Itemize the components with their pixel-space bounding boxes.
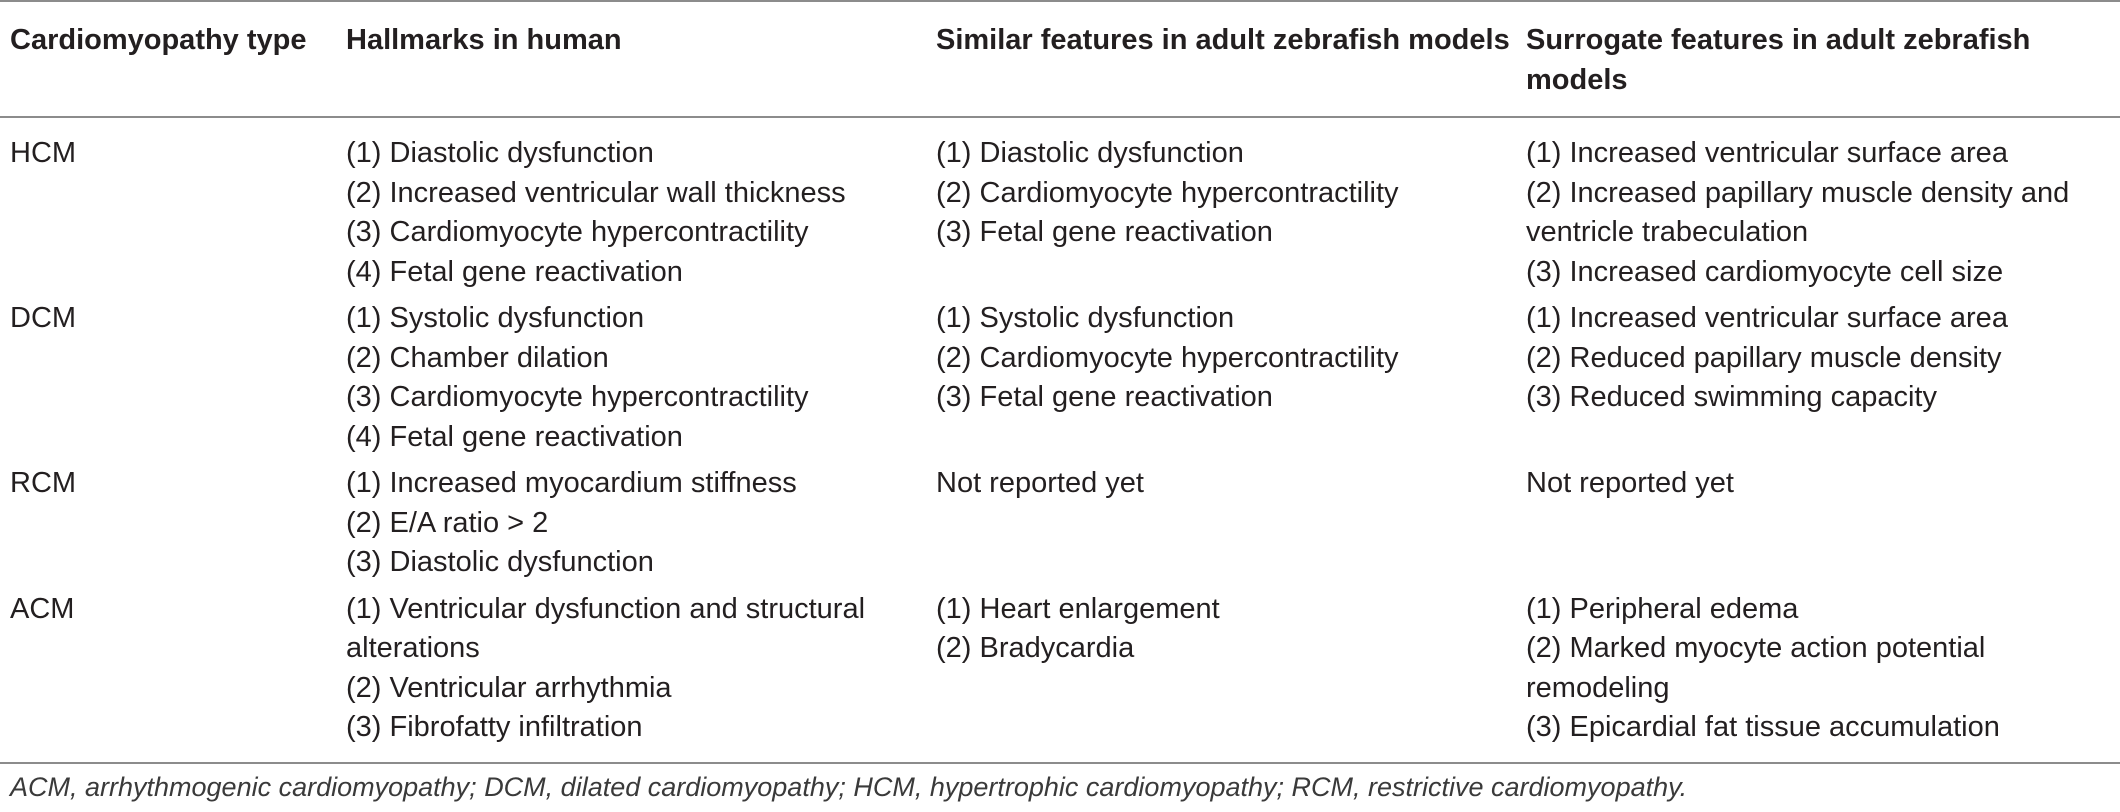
list-item: Not reported yet — [1526, 467, 1734, 499]
cell-human-hallmarks — [346, 586, 936, 763]
list-item: (2) E/A ratio > 2 — [346, 506, 549, 539]
header-hallmarks-in-human: Hallmarks in human — [346, 24, 622, 56]
cell-similar-features — [936, 117, 1526, 295]
header-surrogate-features: Surrogate features in adult zebrafish models — [1526, 24, 2031, 96]
list-item: (1) Increased ventricular surface area — [1526, 302, 2008, 334]
list-item: (3) Cardiomyocyte hypercontractility — [346, 381, 809, 413]
list-item: (4) Fetal gene reactivation — [346, 420, 683, 453]
cell-similar-features — [936, 295, 1526, 460]
list-item: (2) Chamber dilation — [346, 341, 609, 374]
header-row — [0, 1, 2120, 117]
list-item: (1) Diastolic dysfunction — [936, 137, 1244, 169]
list-item: (2) Cardiomyocyte hypercontractility — [936, 176, 1399, 209]
cell-surrogate-features — [1526, 586, 2120, 763]
list-item: (2) Cardiomyocyte hypercontractility — [936, 341, 1399, 374]
list-item: (2) Reduced papillary muscle density — [1526, 341, 2002, 374]
list-item: (1) Peripheral edema — [1526, 592, 1799, 625]
list-item: (3) Epicardial fat tissue accumulation — [1526, 711, 2000, 743]
cell-type: RCM — [10, 467, 77, 499]
header-similar-features: Similar features in adult zebrafish models — [936, 24, 1510, 56]
list-item: (1) Systolic dysfunction — [936, 302, 1235, 334]
list-item: (2) Ventricular arrhythmia — [346, 671, 672, 704]
list-item: (3) Fetal gene reactivation — [936, 216, 1273, 248]
list-item: Not reported yet — [936, 467, 1144, 499]
list-item: (1) Heart enlargement — [936, 592, 1220, 625]
cell-surrogate-features — [1526, 117, 2120, 295]
cell-type: ACM — [10, 592, 75, 625]
cell-surrogate-features — [1526, 460, 2120, 586]
list-item: (1) Systolic dysfunction — [346, 302, 645, 334]
list-item: (3) Increased cardiomyocyte cell size — [1526, 255, 2004, 288]
table-row-hcm — [0, 117, 2120, 295]
cell-type: HCM — [10, 137, 77, 169]
list-item: (3) Reduced swimming capacity — [1526, 381, 1937, 413]
table-body — [0, 117, 2120, 763]
list-item: (3) Fetal gene reactivation — [936, 381, 1273, 413]
table-row-acm — [0, 586, 2120, 763]
list-item: (1) Increased myocardium stiffness — [346, 467, 797, 499]
cell-human-hallmarks — [346, 460, 936, 586]
list-item: (3) Fibrofatty infiltration — [346, 711, 643, 743]
cell-similar-features — [936, 586, 1526, 763]
table-header — [0, 1, 2120, 117]
list-item: (2) Bradycardia — [936, 632, 1135, 664]
list-item: (1) Diastolic dysfunction — [346, 137, 654, 169]
list-item: (1) Increased ventricular surface area — [1526, 137, 2008, 169]
list-item: (2) Marked myocyte action potential remodeling — [1526, 632, 1986, 704]
list-item: (2) Increased ventricular wall thickness — [346, 176, 846, 209]
table-row-rcm — [0, 460, 2120, 586]
cell-surrogate-features — [1526, 295, 2120, 460]
header-cardiomyopathy-type: Cardiomyopathy type — [10, 24, 307, 56]
list-item: (3) Diastolic dysfunction — [346, 546, 654, 578]
list-item: (3) Cardiomyocyte hypercontractility — [346, 216, 809, 248]
table-footnote: ACM, arrhythmogenic cardiomyopathy; DCM, dilated cardiomyopathy; HCM, hypertrophic cardiomyopathy; RCM, restrictive cardiomyopathy. — [10, 772, 1688, 802]
list-item: (1) Ventricular dysfunction and structural alterations — [346, 592, 866, 664]
cell-human-hallmarks — [346, 117, 936, 295]
list-item: (4) Fetal gene reactivation — [346, 255, 683, 288]
cell-human-hallmarks — [346, 295, 936, 460]
cell-type: DCM — [10, 302, 77, 334]
cell-similar-features — [936, 460, 1526, 586]
table-row-dcm — [0, 295, 2120, 460]
list-item: (2) Increased papillary muscle density and ventricle trabeculation — [1526, 176, 2070, 248]
